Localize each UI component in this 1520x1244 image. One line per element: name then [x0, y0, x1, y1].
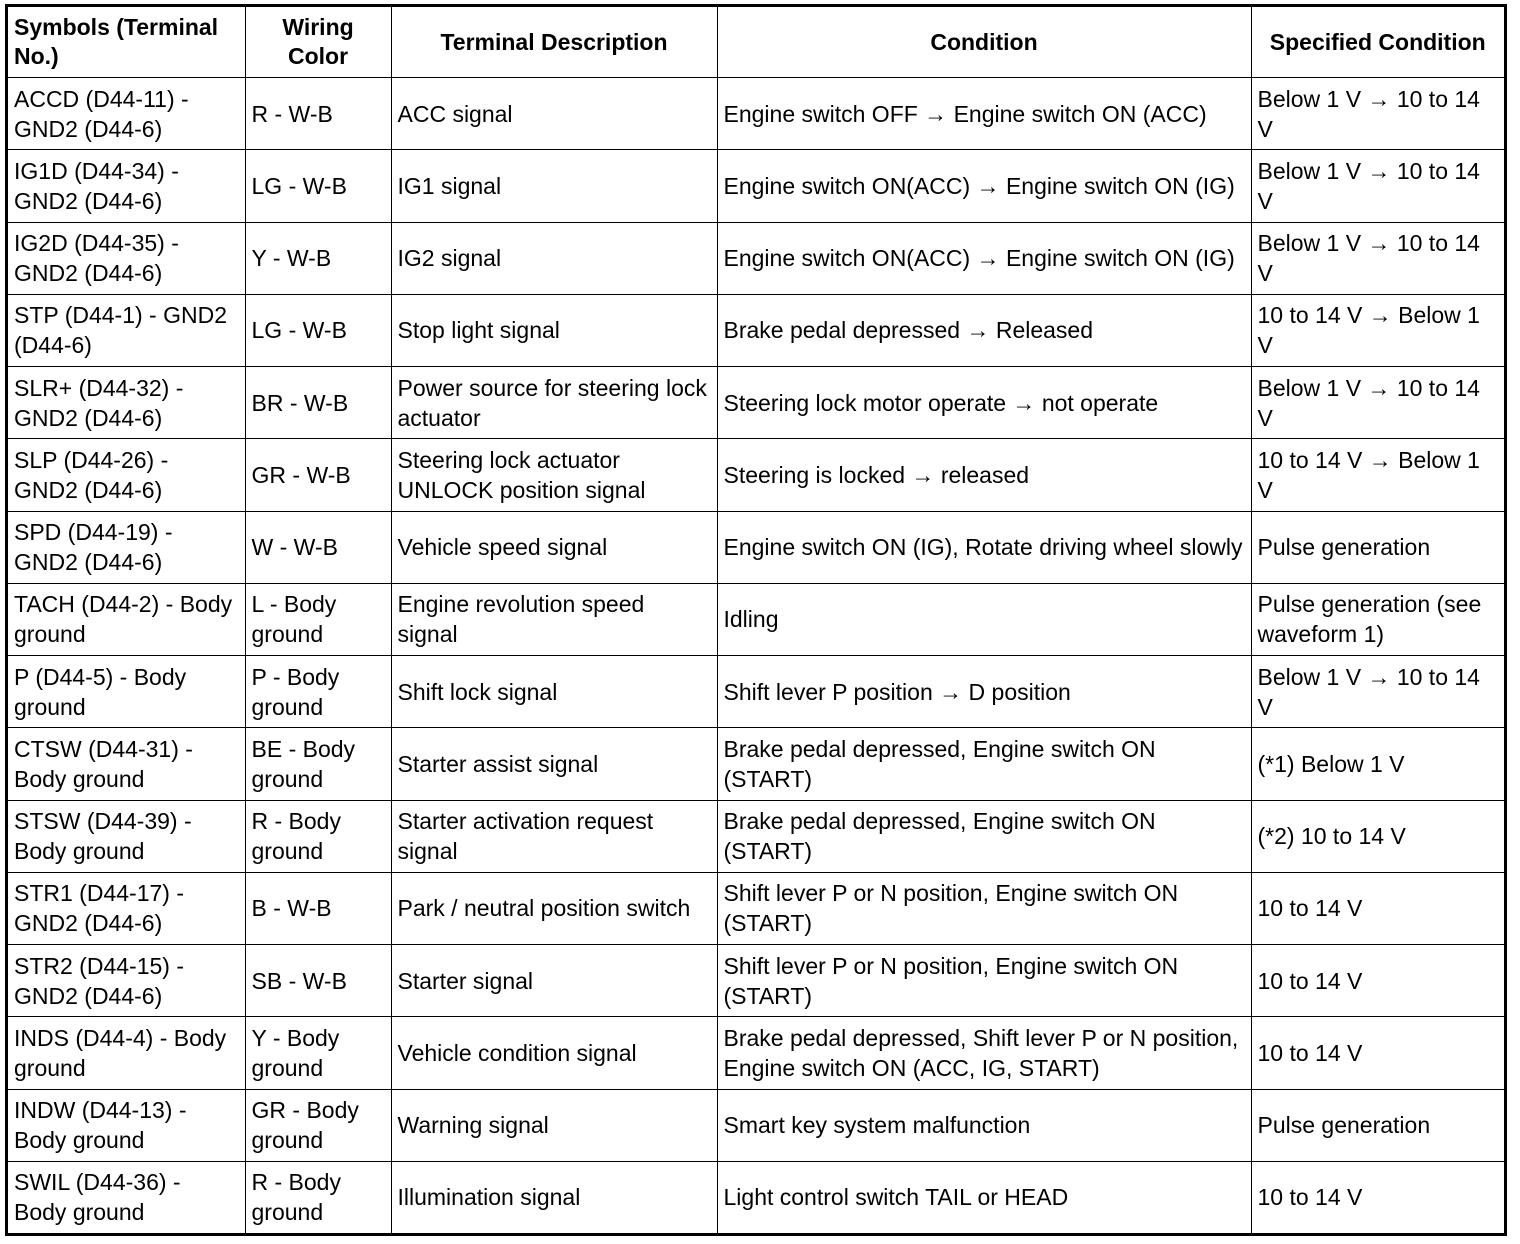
cell-description: Starter activation request signal	[391, 800, 717, 872]
table-row	[8, 511, 1504, 583]
cell-symbol: SLR+ (D44-32) - GND2 (D44-6)	[8, 367, 245, 439]
cell-description: Vehicle speed signal	[391, 511, 717, 583]
cell-wiring-color: SB - W-B	[245, 945, 391, 1017]
cell-symbol: TACH (D44-2) - Body ground	[8, 583, 245, 655]
cell-specified-condition: 10 to 14 V	[1251, 1017, 1504, 1089]
cell-specified-condition: Pulse generation (see waveform 1)	[1251, 583, 1504, 655]
cell-condition: Light control switch TAIL or HEAD	[717, 1161, 1251, 1233]
header-wiring-color: Wiring Color	[245, 7, 391, 78]
cell-description: Stop light signal	[391, 294, 717, 366]
cell-symbol: SLP (D44-26) - GND2 (D44-6)	[8, 439, 245, 511]
cell-specified-condition: Below 1 V → 10 to 14 V	[1251, 656, 1504, 728]
cell-symbol: STP (D44-1) - GND2 (D44-6)	[8, 294, 245, 366]
cell-specified-condition: Pulse generation	[1251, 511, 1504, 583]
cell-condition: Engine switch ON(ACC) → Engine switch ON (IG)	[717, 150, 1251, 222]
cell-description: Starter signal	[391, 945, 717, 1017]
cell-condition: Engine switch ON(ACC) → Engine switch ON (IG)	[717, 222, 1251, 294]
cell-condition: Engine switch ON (IG), Rotate driving wheel slowly	[717, 511, 1251, 583]
cell-symbol: IG1D (D44-34) - GND2 (D44-6)	[8, 150, 245, 222]
terminal-spec-table	[8, 7, 1504, 1233]
table-header-row	[8, 7, 1504, 78]
cell-specified-condition: (*1) Below 1 V	[1251, 728, 1504, 800]
cell-wiring-color: GR - Body ground	[245, 1089, 391, 1161]
cell-wiring-color: BE - Body ground	[245, 728, 391, 800]
cell-wiring-color: P - Body ground	[245, 656, 391, 728]
cell-condition: Smart key system malfunction	[717, 1089, 1251, 1161]
cell-symbol: P (D44-5) - Body ground	[8, 656, 245, 728]
cell-description: Warning signal	[391, 1089, 717, 1161]
cell-symbol: STR1 (D44-17) - GND2 (D44-6)	[8, 872, 245, 944]
cell-description: ACC signal	[391, 78, 717, 150]
table-row	[8, 439, 1504, 511]
cell-wiring-color: LG - W-B	[245, 294, 391, 366]
cell-specified-condition: 10 to 14 V	[1251, 945, 1504, 1017]
cell-description: Engine revolution speed signal	[391, 583, 717, 655]
cell-specified-condition: 10 to 14 V → Below 1 V	[1251, 294, 1504, 366]
cell-wiring-color: GR - W-B	[245, 439, 391, 511]
cell-specified-condition: Below 1 V → 10 to 14 V	[1251, 367, 1504, 439]
table-row	[8, 222, 1504, 294]
cell-condition: Steering lock motor operate → not operate	[717, 367, 1251, 439]
table-row	[8, 583, 1504, 655]
cell-condition: Shift lever P or N position, Engine switch ON (START)	[717, 872, 1251, 944]
cell-wiring-color: BR - W-B	[245, 367, 391, 439]
header-condition: Condition	[717, 7, 1251, 78]
cell-description: Vehicle condition signal	[391, 1017, 717, 1089]
cell-wiring-color: LG - W-B	[245, 150, 391, 222]
cell-condition: Brake pedal depressed → Released	[717, 294, 1251, 366]
cell-specified-condition: (*2) 10 to 14 V	[1251, 800, 1504, 872]
table-row	[8, 872, 1504, 944]
header-specified-condition: Specified Condition	[1251, 7, 1504, 78]
cell-condition: Brake pedal depressed, Shift lever P or N position, Engine switch ON (ACC, IG, START)	[717, 1017, 1251, 1089]
cell-description: IG2 signal	[391, 222, 717, 294]
table-row	[8, 1017, 1504, 1089]
cell-specified-condition: Below 1 V → 10 to 14 V	[1251, 150, 1504, 222]
cell-wiring-color: W - W-B	[245, 511, 391, 583]
cell-wiring-color: R - Body ground	[245, 800, 391, 872]
cell-description: Park / neutral position switch	[391, 872, 717, 944]
cell-condition: Steering is locked → released	[717, 439, 1251, 511]
cell-description: Power source for steering lock actuator	[391, 367, 717, 439]
cell-wiring-color: B - W-B	[245, 872, 391, 944]
cell-symbol: STSW (D44-39) - Body ground	[8, 800, 245, 872]
cell-specified-condition: 10 to 14 V → Below 1 V	[1251, 439, 1504, 511]
cell-specified-condition: Below 1 V → 10 to 14 V	[1251, 222, 1504, 294]
cell-wiring-color: L - Body ground	[245, 583, 391, 655]
cell-symbol: ACCD (D44-11) - GND2 (D44-6)	[8, 78, 245, 150]
cell-description: Shift lock signal	[391, 656, 717, 728]
cell-condition: Shift lever P or N position, Engine switch ON (START)	[717, 945, 1251, 1017]
cell-description: Starter assist signal	[391, 728, 717, 800]
cell-symbol: INDS (D44-4) - Body ground	[8, 1017, 245, 1089]
table-row	[8, 656, 1504, 728]
cell-symbol: CTSW (D44-31) - Body ground	[8, 728, 245, 800]
cell-specified-condition: 10 to 14 V	[1251, 872, 1504, 944]
cell-specified-condition: Pulse generation	[1251, 1089, 1504, 1161]
cell-symbol: SPD (D44-19) - GND2 (D44-6)	[8, 511, 245, 583]
cell-wiring-color: Y - Body ground	[245, 1017, 391, 1089]
table-row	[8, 728, 1504, 800]
table-row	[8, 1089, 1504, 1161]
table-row	[8, 294, 1504, 366]
cell-condition: Brake pedal depressed, Engine switch ON (START)	[717, 728, 1251, 800]
cell-specified-condition: Below 1 V → 10 to 14 V	[1251, 78, 1504, 150]
cell-condition: Shift lever P position → D position	[717, 656, 1251, 728]
cell-condition: Engine switch OFF → Engine switch ON (ACC)	[717, 78, 1251, 150]
table-row	[8, 78, 1504, 150]
table-row	[8, 945, 1504, 1017]
terminal-spec-table-container	[5, 4, 1507, 1236]
cell-wiring-color: R - Body ground	[245, 1161, 391, 1233]
table-row	[8, 367, 1504, 439]
cell-symbol: STR2 (D44-15) - GND2 (D44-6)	[8, 945, 245, 1017]
table-row	[8, 150, 1504, 222]
cell-description: Steering lock actuator UNLOCK position signal	[391, 439, 717, 511]
cell-condition: Idling	[717, 583, 1251, 655]
cell-condition: Brake pedal depressed, Engine switch ON (START)	[717, 800, 1251, 872]
cell-description: Illumination signal	[391, 1161, 717, 1233]
cell-symbol: INDW (D44-13) - Body ground	[8, 1089, 245, 1161]
cell-specified-condition: 10 to 14 V	[1251, 1161, 1504, 1233]
header-terminal-description: Terminal Description	[391, 7, 717, 78]
table-row	[8, 800, 1504, 872]
cell-symbol: IG2D (D44-35) - GND2 (D44-6)	[8, 222, 245, 294]
cell-symbol: SWIL (D44-36) - Body ground	[8, 1161, 245, 1233]
cell-wiring-color: Y - W-B	[245, 222, 391, 294]
table-row	[8, 1161, 1504, 1233]
cell-description: IG1 signal	[391, 150, 717, 222]
header-symbols: Symbols (Terminal No.)	[8, 7, 245, 78]
cell-wiring-color: R - W-B	[245, 78, 391, 150]
